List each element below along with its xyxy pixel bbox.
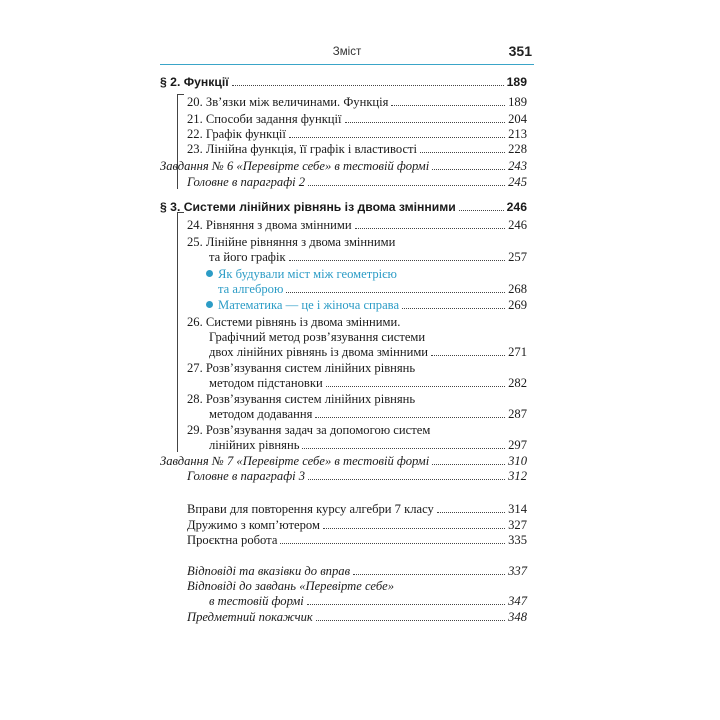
dot-leader <box>232 74 504 86</box>
toc-item-20[interactable]: 20. Зв’язки між величинами. Функція 189 <box>187 95 527 109</box>
toc-summary-2[interactable]: Головне в параграфі 2 245 <box>187 175 527 189</box>
toc-item-27-line1[interactable]: 27. Розв’язування систем лінійних рівнянь <box>187 361 416 375</box>
toc-computer[interactable]: Дружимо з комп’ютером 327 <box>187 518 527 532</box>
toc-exercises[interactable]: Вправи для повторення курсу алгебри 7 класу 314 <box>187 502 527 516</box>
toc-bullet-bridge-line1[interactable]: Як будували міст між геометрією <box>206 266 397 282</box>
toc-bullet-women[interactable]: Математика — це і жіноча справа 269 <box>206 297 527 313</box>
toc-test-7[interactable]: Завдання № 7 «Перевірте себе» в тестовій формі 310 <box>160 454 527 468</box>
toc-item-29-line1[interactable]: 29. Розв’язування задач за допомогою систем <box>187 423 431 437</box>
bullet-icon <box>206 301 213 308</box>
toc-item-26-line2[interactable]: Графічний метод розв’язування системи <box>209 330 426 344</box>
toc-item-25-line1[interactable]: 25. Лінійне рівняння з двома змінними <box>187 235 396 249</box>
toc-section-2[interactable]: § 2. Функції 189 <box>160 75 527 89</box>
toc-section-3[interactable]: § 3. Системи лінійних рівнянь із двома змінними 246 <box>160 200 527 214</box>
toc-bullet-bridge[interactable]: та алгеброю 268 <box>218 282 527 296</box>
toc-item-22[interactable]: 22. Графік функції 213 <box>187 127 527 141</box>
toc-item-27[interactable]: методом підстановки 282 <box>209 376 527 390</box>
toc-answers-tests-line1[interactable]: Відповіді до завдань «Перевірте себе» <box>187 579 395 593</box>
section3-bracket-line <box>177 212 178 452</box>
toc-test-6[interactable]: Завдання № 6 «Перевірте себе» в тестовій формі 243 <box>160 159 527 173</box>
header-page-number: 351 <box>508 43 532 59</box>
toc-item-25[interactable]: та його графік 257 <box>209 250 527 264</box>
toc-item-28[interactable]: методом додавання 287 <box>209 407 527 421</box>
toc-item-23[interactable]: 23. Лінійна функція, її графік і властивості 228 <box>187 142 527 156</box>
toc-item-26[interactable]: двох лінійних рівнянь із двома змінними 271 <box>209 345 527 359</box>
toc-summary-3[interactable]: Головне в параграфі 3 312 <box>187 469 527 483</box>
toc-item-26-line1[interactable]: 26. Системи рівнянь із двома змінними. <box>187 315 401 329</box>
section2-bracket-line <box>177 95 178 189</box>
header-title: Зміст <box>332 46 362 58</box>
toc-item-24[interactable]: 24. Рівняння з двома змінними 246 <box>187 218 527 232</box>
bullet-icon <box>206 270 213 277</box>
toc-project[interactable]: Проєктна робота 335 <box>187 533 527 547</box>
toc-item-21[interactable]: 21. Способи задання функції 204 <box>187 112 527 126</box>
toc-answers-tests[interactable]: в тестовій формі 347 <box>209 594 527 608</box>
toc-answers[interactable]: Відповіді та вказівки до вправ 337 <box>187 564 527 578</box>
toc-index[interactable]: Предметний покажчик 348 <box>187 610 527 624</box>
section2-bracket-top <box>177 94 184 95</box>
toc-item-28-line1[interactable]: 28. Розв’язування систем лінійних рівнянь <box>187 392 416 406</box>
toc-item-29[interactable]: лінійних рівнянь 297 <box>209 438 527 452</box>
